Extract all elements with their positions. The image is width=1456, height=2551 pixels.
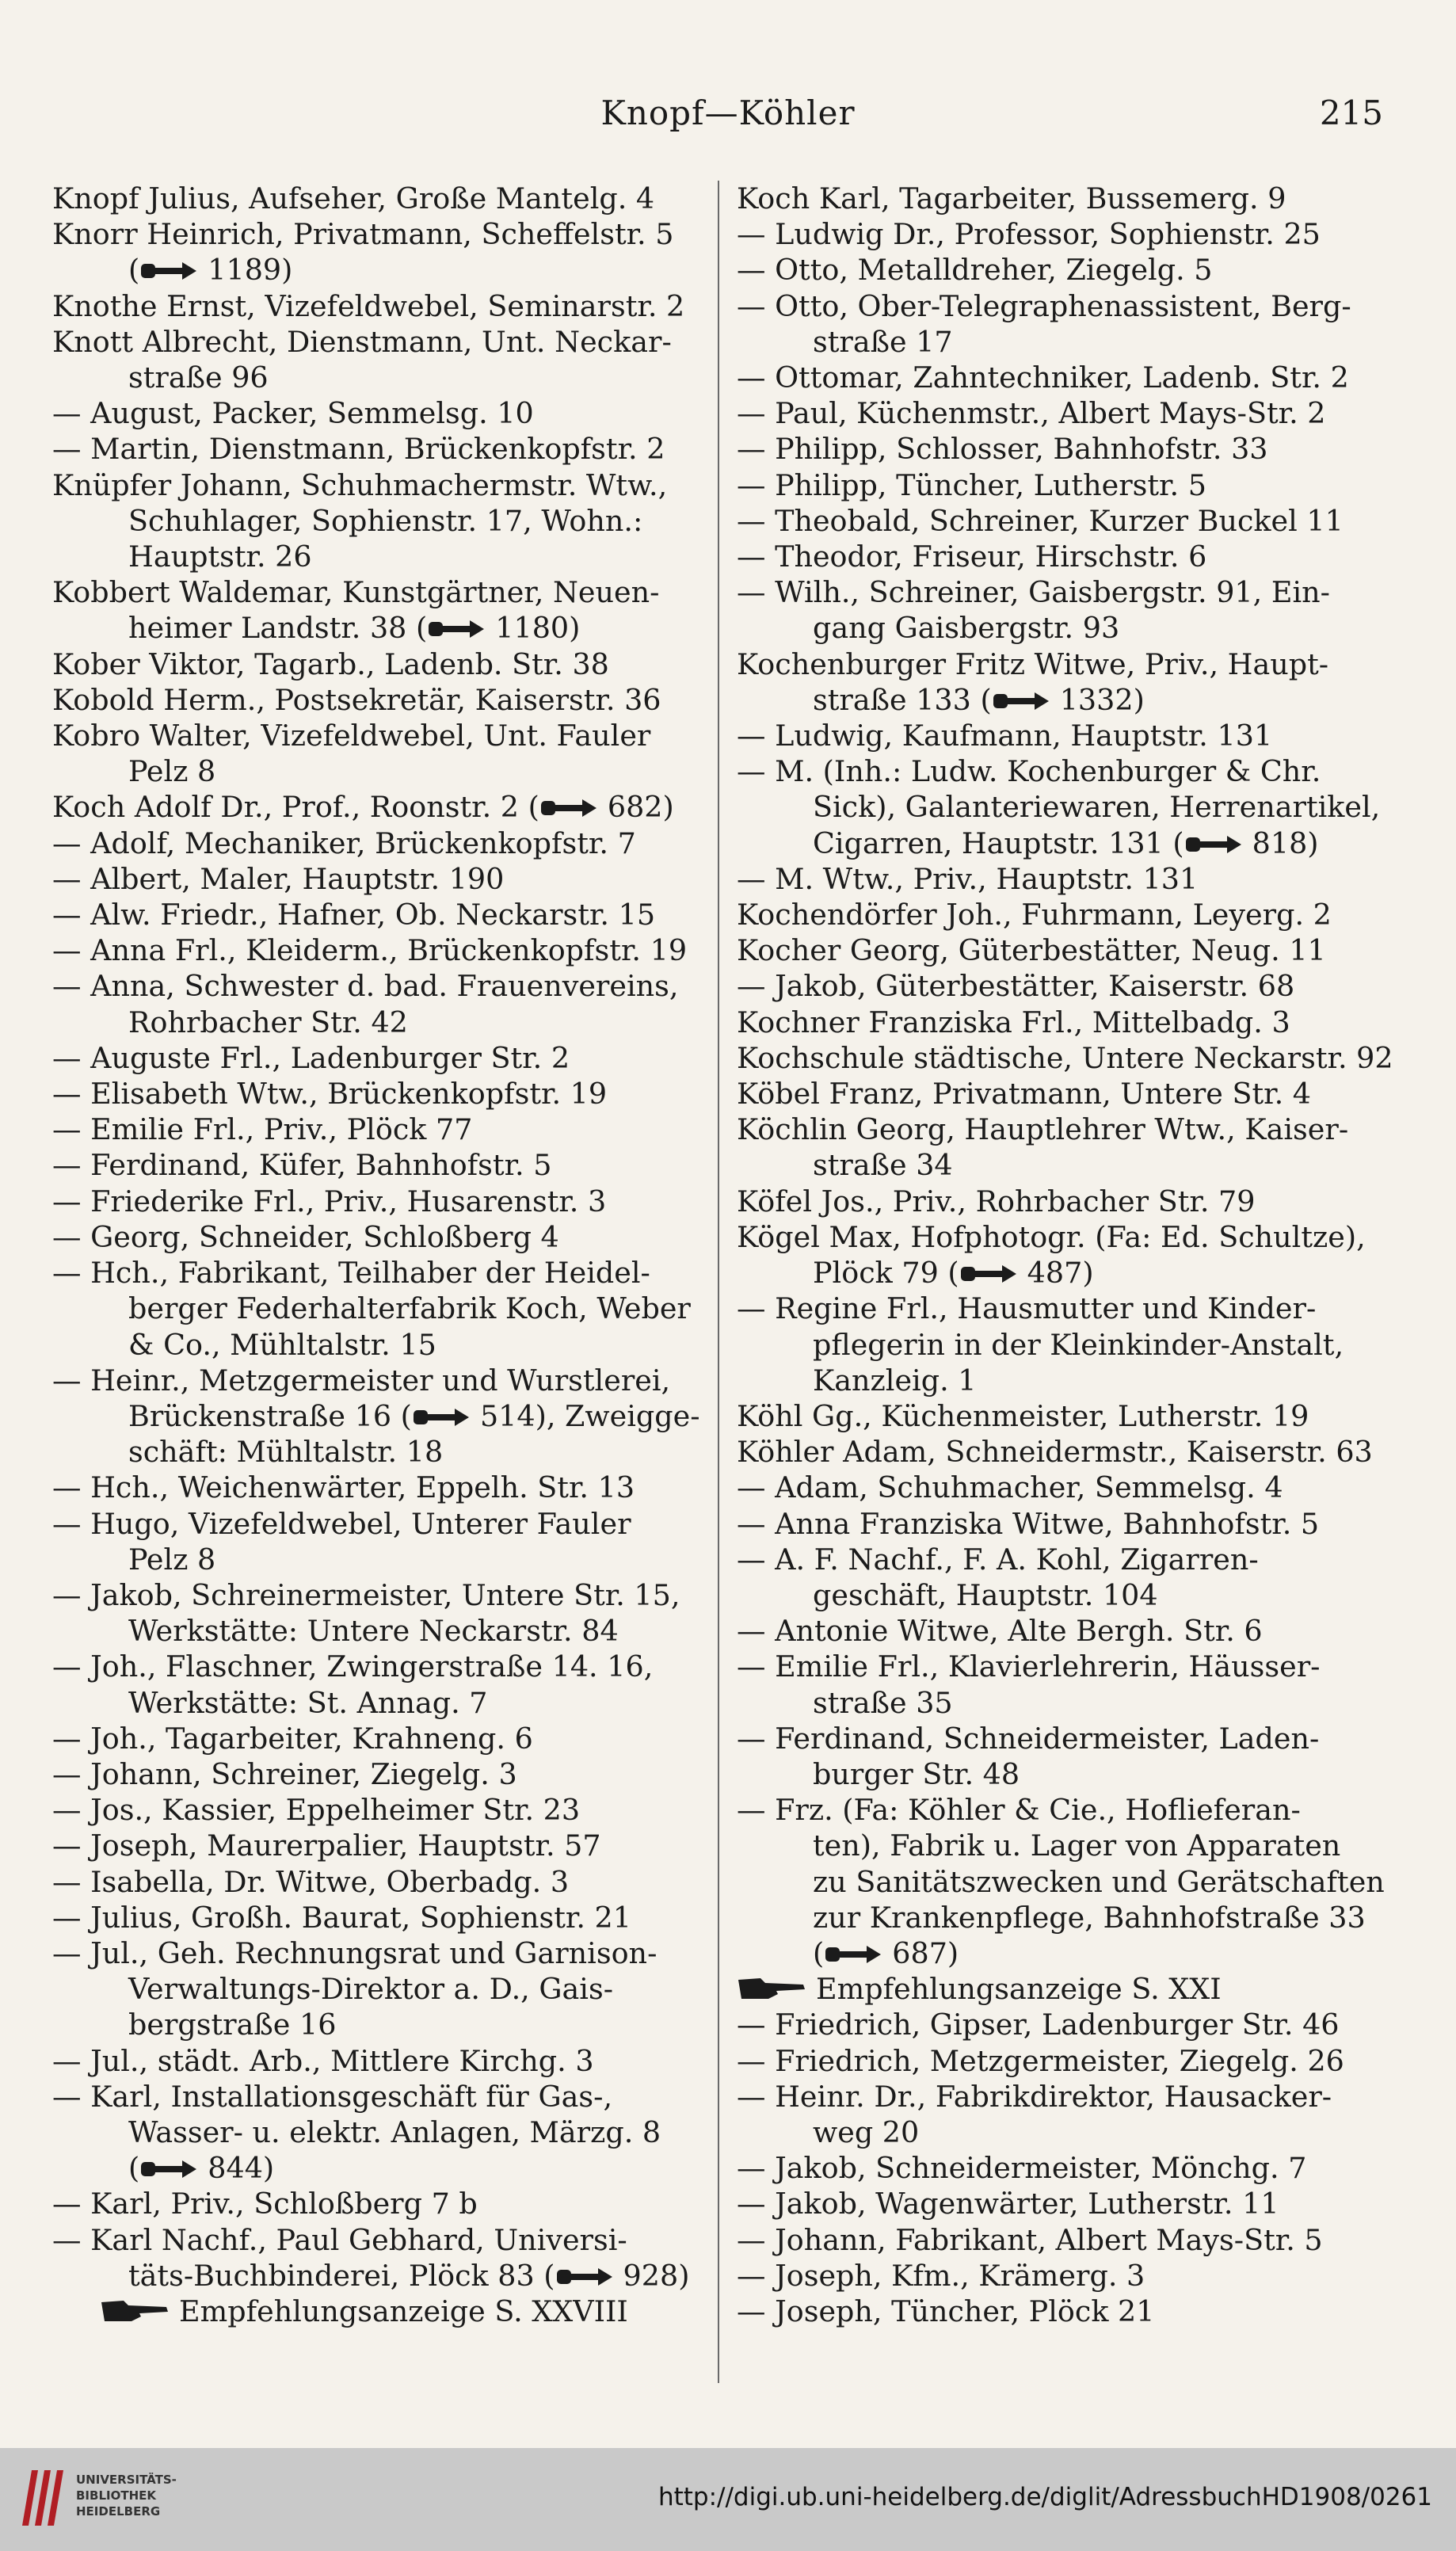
directory-entry: Köfel Jos., Priv., Rohrbacher Str. 79 [737,1184,1256,1218]
left-column [52,181,702,2329]
directory-entry: Kobro Walter, Vizefeldwebel, Unt. Fauler [52,719,651,753]
page-header [0,87,1456,143]
entry-continuation: ( 1189) [128,253,293,288]
directory-entry: — Georg, Schneider, Schloßberg 4 [52,1219,559,1254]
directory-entry: Knothe Ernst, Vizefeldwebel, Seminarstr. 2 [52,288,685,323]
directory-entry: — Anna Franziska Witwe, Bahnhofstr. 5 [737,1506,1320,1541]
entry-continuation: berger Federhalterfabrik Koch, Weber [128,1291,691,1326]
telephone-receiver-icon [539,792,601,816]
entry-continuation: Kanzleig. 1 [813,1363,977,1398]
directory-entry: — August, Packer, Semmelsg. 10 [52,396,534,431]
directory-entry: — Ludwig, Kaufmann, Hauptstr. 131 [737,719,1273,753]
directory-entry: Köhler Adam, Schneidermstr., Kaiserstr. 63 [737,1435,1373,1470]
directory-entry: — Karl, Installationsgeschäft für Gas-, [52,2079,613,2114]
directory-entry: — Joseph, Kfm., Krämerg. 3 [737,2258,1145,2293]
entry-continuation: heimer Landstr. 38 ( 1180) [128,611,581,646]
entry-continuation: burger Str. 48 [813,1756,1020,1791]
library-name-line: BIBLIOTHEK [76,2488,156,2503]
directory-entry: — Johann, Fabrikant, Albert Mays-Str. 5 [737,2222,1323,2257]
library-name-line: HEIDELBERG [76,2504,161,2519]
directory-entry: — A. F. Nachf., F. A. Kohl, Zigarren- [737,1542,1259,1577]
entry-continuation: zur Krankenpflege, Bahnhofstraße 33 [813,1900,1366,1935]
directory-entry: — Ferdinand, Küfer, Bahnhofstr. 5 [52,1148,552,1183]
directory-entry: Kochner Franziska Frl., Mittelbadg. 3 [737,1005,1290,1039]
entry-continuation: Wasser- u. elektr. Anlagen, Märzg. 8 [128,2114,661,2149]
entry-continuation: gang Gaisbergstr. 93 [813,611,1120,646]
directory-entry: — M. Wtw., Priv., Hauptstr. 131 [737,861,1199,896]
directory-entry: — Otto, Ober-Telegraphenassistent, Berg- [737,288,1351,323]
directory-entry: — Adam, Schuhmacher, Semmelsg. 4 [737,1470,1283,1505]
entry-continuation: pflegerin in der Kleinkinder-Anstalt, [813,1327,1344,1362]
directory-entry: — Jakob, Schreinermeister, Untere Str. 15, [52,1577,680,1612]
directory-entry: — Wilh., Schreiner, Gaisbergstr. 91, Ein- [737,575,1331,610]
directory-entry: Kocher Georg, Güterbestätter, Neug. 11 [737,933,1326,968]
directory-entry: — Friedrich, Gipser, Ladenburger Str. 46 [737,2008,1340,2042]
directory-entry: Koch Adolf Dr., Prof., Roonstr. 2 ( 682) [52,790,674,825]
directory-entry: Kögel Max, Hofphotogr. (Fa: Ed. Schultze), [737,1219,1366,1254]
directory-entry: — Joseph, Maurerpalier, Hauptstr. 57 [52,1828,601,1863]
advertisement-text: Empfehlungsanzeige S. XXVIII [179,2294,628,2328]
directory-entry: Koch Karl, Tagarbeiter, Bussemerg. 9 [737,181,1286,215]
directory-entry: — Elisabeth Wtw., Brückenkopfstr. 19 [52,1077,608,1112]
directory-entry: — Julius, Großh. Baurat, Sophienstr. 21 [52,1900,631,1935]
entry-continuation: Cigarren, Hauptstr. 131 ( 818) [813,826,1319,860]
telephone-receiver-icon [992,685,1054,709]
directory-entry: — Heinr., Metzgermeister und Wurstlerei, [52,1363,671,1398]
entry-continuation: ( 687) [813,1935,959,1970]
directory-entry: — Jul., Geh. Rechnungsrat und Garnison- [52,1935,657,1970]
telephone-receiver-icon [824,1939,886,1962]
directory-entry: — Ottomar, Zahntechniker, Ladenb. Str. 2 [737,360,1349,395]
directory-entry: — Anna, Schwester d. bad. Frauenvereins, [52,969,679,1004]
directory-entry: — Joseph, Tüncher, Plöck 21 [737,2294,1155,2328]
entry-continuation: zu Sanitätszwecken und Gerätschaften [813,1864,1385,1899]
directory-entry: Kobbert Waldemar, Kunstgärtner, Neuen- [52,575,660,610]
directory-entry: — Karl Nachf., Paul Gebhard, Universi- [52,2222,627,2257]
directory-entry: — Hch., Weichenwärter, Eppelh. Str. 13 [52,1470,635,1505]
entry-continuation: bergstraße 16 [128,2008,337,2042]
directory-entry: Knopf Julius, Aufseher, Große Mantelg. 4 [52,181,655,215]
directory-entry: — Jakob, Schneidermeister, Mönchg. 7 [737,2151,1307,2186]
entry-continuation: Plöck 79 ( 487) [813,1256,1094,1291]
directory-entry: — Ferdinand, Schneidermeister, Laden- [737,1721,1320,1756]
directory-entry: — Hch., Fabrikant, Teilhaber der Heidel- [52,1256,650,1291]
directory-entry: Köhl Gg., Küchenmeister, Lutherstr. 19 [737,1398,1309,1433]
directory-entry: Kober Viktor, Tagarb., Ladenb. Str. 38 [52,646,609,681]
telephone-receiver-icon [1184,829,1246,852]
entry-continuation: Schuhlager, Sophienstr. 17, Wohn.: [128,503,643,538]
directory-entry: — Karl, Priv., Schloßberg 7 b [52,2187,478,2221]
entry-continuation: & Co., Mühltalstr. 15 [128,1327,436,1362]
entry-continuation: straße 96 [128,360,269,395]
directory-entry: — Adolf, Mechaniker, Brückenkopfstr. 7 [52,826,636,860]
directory-entry: — Jakob, Güterbestätter, Kaiserstr. 68 [737,969,1295,1004]
directory-entry: — Antonie Witwe, Alte Bergh. Str. 6 [737,1614,1263,1649]
page-number: 215 [1319,93,1383,132]
entry-continuation: Hauptstr. 26 [128,540,312,574]
directory-entry: Kobold Herm., Postsekretär, Kaiserstr. 36 [52,682,661,717]
directory-entry: — Jul., städt. Arb., Mittlere Kirchg. 3 [52,2043,594,2078]
footer-bar [0,2448,1456,2551]
directory-entry: — Ludwig Dr., Professor, Sophienstr. 25 [737,217,1321,252]
directory-entry: — Friedrich, Metzgermeister, Ziegelg. 26 [737,2043,1344,2078]
entry-continuation: Pelz 8 [128,1542,216,1577]
directory-entry: — Philipp, Schlosser, Bahnhofstr. 33 [737,432,1268,467]
directory-entry: Knott Albrecht, Dienstmann, Unt. Neckar- [52,324,672,359]
entry-continuation: straße 34 [813,1148,953,1183]
directory-entry: — Otto, Metalldreher, Ziegelg. 5 [737,253,1213,288]
university-library-logo-icon [16,2462,67,2530]
directory-entry: — Jakob, Wagenwärter, Lutherstr. 11 [737,2187,1279,2221]
directory-entry: — Friederike Frl., Priv., Husarenstr. 3 [52,1184,607,1218]
directory-entry: Kochschule städtische, Untere Neckarstr. 92 [737,1040,1393,1075]
advertisement-reference [737,1971,1394,2007]
directory-entry: — Jos., Kassier, Eppelheimer Str. 23 [52,1793,581,1828]
telephone-receiver-icon [412,1401,474,1425]
advertisement-text: Empfehlungsanzeige S. XXI [816,1972,1222,2007]
entry-continuation: ten), Fabrik u. Lager von Apparaten [813,1828,1341,1863]
directory-entry: — Martin, Dienstmann, Brückenkopfstr. 2 [52,432,665,467]
source-url-link[interactable]: http://digi.ub.uni-heidelberg.de/diglit/AdressbuchHD1908/0261 [657,2483,1432,2511]
entry-continuation: straße 35 [813,1685,953,1720]
directory-entry: — Hugo, Vizefeldwebel, Unterer Fauler [52,1506,631,1541]
directory-entry: — Paul, Küchenmstr., Albert Mays-Str. 2 [737,396,1326,431]
directory-entry: Köchlin Georg, Hauptlehrer Wtw., Kaiser- [737,1112,1349,1147]
directory-entry: — Frz. (Fa: Köhler & Cie., Hoflieferan- [737,1793,1301,1828]
directory-entry: — Isabella, Dr. Witwe, Oberbadg. 3 [52,1864,570,1899]
telephone-receiver-icon [959,1258,1021,1282]
directory-entry: — Anna Frl., Kleiderm., Brückenkopfstr. 19 [52,933,688,968]
entry-continuation: Rohrbacher Str. 42 [128,1005,408,1039]
entry-continuation: Pelz 8 [128,754,216,789]
entry-continuation: Sick), Galanteriewaren, Herrenartikel, [813,790,1381,825]
directory-entry: — Emilie Frl., Klavierlehrerin, Häusser- [737,1649,1321,1684]
directory-entry: Kochenburger Fritz Witwe, Priv., Haupt- [737,646,1329,681]
entry-continuation: weg 20 [813,2114,920,2149]
pointing-hand-icon [100,2297,170,2324]
directory-entry: — Regine Frl., Hausmutter und Kinder- [737,1291,1317,1326]
directory-entry: — Theobald, Schreiner, Kurzer Buckel 11 [737,503,1344,538]
directory-entry: — Alw. Friedr., Hafner, Ob. Neckarstr. 15 [52,898,656,932]
entry-continuation: Verwaltungs-Direktor a. D., Gais- [128,1972,614,2007]
directory-entry: — Joh., Tagarbeiter, Krahneng. 6 [52,1721,533,1756]
library-name [76,2472,177,2519]
directory-entry: — Theodor, Friseur, Hirschstr. 6 [737,540,1207,574]
directory-entry: Kochendörfer Joh., Fuhrmann, Leyerg. 2 [737,898,1332,932]
directory-entry: — Albert, Maler, Hauptstr. 190 [52,861,505,896]
directory-entry: Knüpfer Johann, Schuhmachermstr. Wtw., [52,467,668,502]
running-title: Knopf—Köhler [600,93,856,132]
telephone-receiver-icon [139,255,201,279]
entry-continuation: Werkstätte: St. Annag. 7 [128,1685,488,1720]
entry-continuation: ( 844) [128,2151,275,2186]
directory-entry: — Heinr. Dr., Fabrikdirektor, Hausacker- [737,2079,1332,2114]
pointing-hand-icon [737,1974,806,2001]
directory-entry: — Auguste Frl., Ladenburger Str. 2 [52,1040,570,1075]
entry-continuation: täts-Buchbinderei, Plöck 83 ( 928) [128,2258,690,2293]
directory-entry: — Emilie Frl., Priv., Plöck 77 [52,1112,473,1147]
entry-continuation: straße 17 [813,324,953,359]
entry-continuation: straße 133 ( 1332) [813,682,1145,717]
entry-continuation: geschäft, Hauptstr. 104 [813,1577,1158,1612]
right-column [737,181,1394,2329]
directory-entry: Knorr Heinrich, Privatmann, Scheffelstr. 5 [52,217,674,252]
entry-continuation: Brückenstraße 16 ( 514), Zweigge- [128,1398,700,1433]
directory-entry: — Joh., Flaschner, Zwingerstraße 14. 16, [52,1649,654,1684]
directory-entry: Köbel Franz, Privatmann, Untere Str. 4 [737,1077,1312,1112]
library-name-line: UNIVERSITÄTS- [76,2473,177,2487]
column-divider [718,181,719,2383]
directory-entry: — M. (Inh.: Ludw. Kochenburger & Chr. [737,754,1321,789]
telephone-receiver-icon [427,613,489,637]
entry-continuation: Werkstätte: Untere Neckarstr. 84 [128,1614,619,1649]
telephone-receiver-icon [555,2261,617,2285]
advertisement-reference [52,2294,702,2329]
telephone-receiver-icon [139,2153,201,2177]
directory-entry: — Johann, Schreiner, Ziegelg. 3 [52,1756,517,1791]
entry-continuation: schäft: Mühltalstr. 18 [128,1435,444,1470]
directory-entry: — Philipp, Tüncher, Lutherstr. 5 [737,467,1206,502]
